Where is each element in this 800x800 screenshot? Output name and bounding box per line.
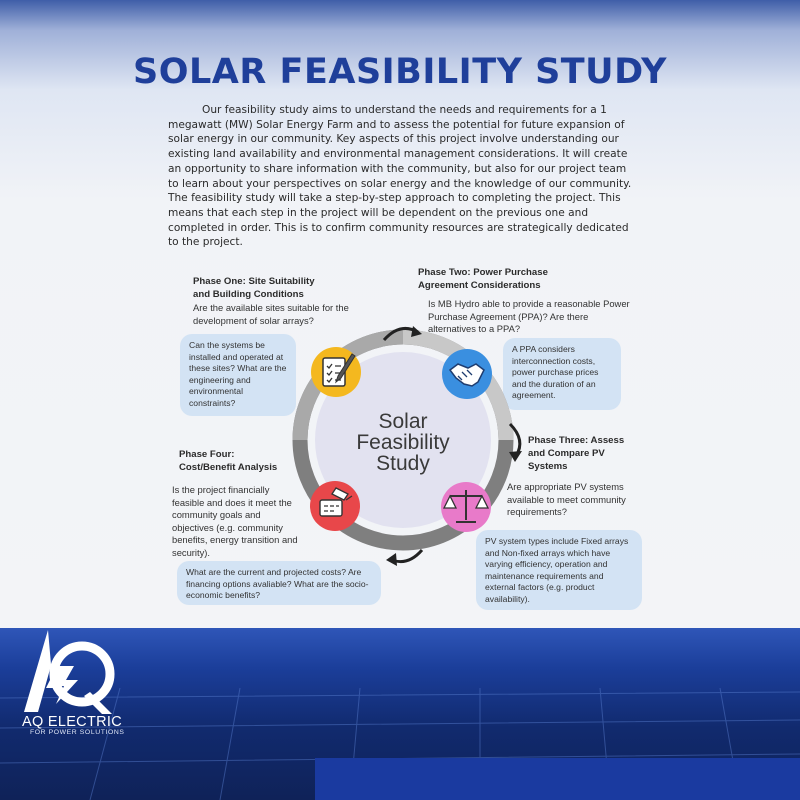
aq-electric-logo-icon — [22, 626, 118, 716]
phase1-title-line2: and Building Conditions — [193, 289, 304, 300]
phase1-question: Are the available sites suitable for the development of solar arrays? — [193, 302, 349, 326]
arrow-phase1-to-phase2-icon — [380, 318, 426, 346]
center-label-line3: Study — [376, 452, 430, 475]
phase2-title — [418, 266, 548, 292]
phase3-bubble: PV system types include Fixed arrays and Non-fixed arrays which have varying efficiency, operation and maintenance requirements and external factors (e.g. product availability). — [476, 530, 642, 610]
arrow-phase3-to-phase4-icon — [384, 546, 426, 570]
phase4-question: Is the project financially feasible and does it meet the community goals and objectives (e.g. community benefits, energy transition and security). — [172, 484, 298, 558]
phase1-title-line1: Phase One: Site Suitability — [193, 276, 315, 287]
phase3-question: Are appropriate PV systems available to meet community requirements? — [507, 481, 626, 518]
phase3-title-line2: and Compare PV — [528, 448, 605, 459]
balance-scale-icon — [441, 482, 491, 532]
phase4-title — [179, 448, 277, 474]
phase3-title — [528, 434, 624, 473]
phase1-bubble: Can the systems be installed and operated at these sites? What are the engineering and environmental constraints? — [180, 334, 296, 416]
phase4-title-line1: Phase Four: — [179, 449, 235, 460]
feasibility-cycle-diagram — [290, 320, 520, 560]
phase2-bubble: A PPA considers interconnection costs, power purchase prices and the duration of an agreement. — [503, 338, 621, 410]
phase4-bubble: What are the current and projected costs? Are financing options avaliable? What are the socio-economic benefits? — [177, 561, 381, 605]
phase2-title-line1: Phase Two: Power Purchase — [418, 267, 548, 278]
phase2-title-line2: Agreement Considerations — [418, 280, 541, 291]
phase1-title — [193, 275, 315, 301]
center-label-line1: Solar — [378, 410, 428, 433]
phase3-title-line3: Systems — [528, 461, 568, 472]
handshake-icon — [442, 349, 492, 399]
brand-tagline: FOR POWER SOLUTIONS — [30, 729, 125, 736]
brand-name: AQ ELECTRIC — [22, 714, 122, 730]
footer-accent-bar — [315, 758, 800, 800]
phase2-question: Is MB Hydro able to provide a reasonable Power Purchase Agreement (PPA)? Are there alternatives to a PPA? — [428, 298, 630, 335]
center-label-line2: Feasibility — [356, 431, 450, 454]
intro-paragraph: Our feasibility study aims to understand the needs and requirements for a 1 megawatt (MW) Solar Energy Farm and to assess the potential for future expansion of solar energy in our community. Key aspects of this project involve understanding our existing land availability and environmental management considerations. It will create an opportunity to share information with the community, but also for our project team to learn about your perspectives on solar energy and the knowledge of our community. The feasibility study will take a step-by-step approach to completing the project. This means that each step in the project will be dependent on the previous one and completed in order. This is to confirm community resources are strategically dedicated to the project. — [168, 104, 632, 249]
cost-calculator-icon — [310, 481, 360, 531]
arrow-phase2-to-phase3-icon — [504, 420, 530, 464]
phase4-title-line2: Cost/Benefit Analysis — [179, 462, 278, 473]
phase3-title-line1: Phase Three: Assess — [528, 435, 625, 446]
checklist-pen-icon — [311, 347, 361, 397]
page-title: SOLAR FEASIBILITY STUDY — [133, 52, 667, 92]
